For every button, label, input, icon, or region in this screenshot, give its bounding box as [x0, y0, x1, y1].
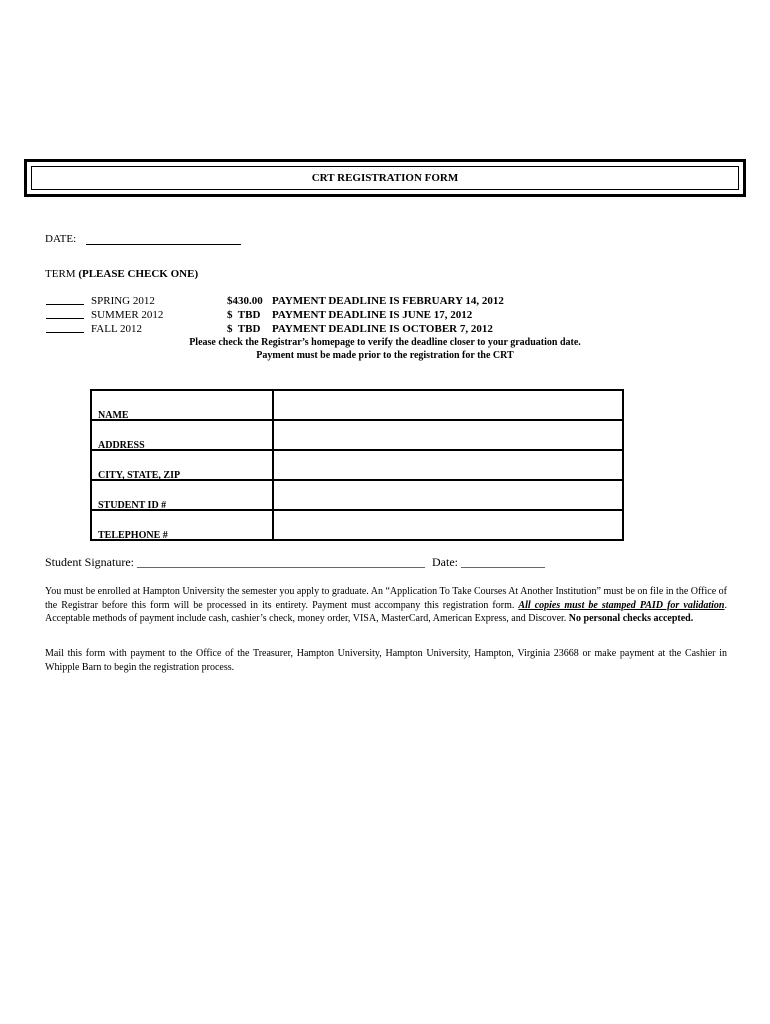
term-name-spring: SPRING 2012: [91, 295, 155, 307]
field-label-student-id: STUDENT ID #: [91, 480, 273, 510]
mailing-paragraph: Mail this form with payment to the Office of the Treasurer, Hampton University, Hampton University, Hampton, Virginia 23668 or make payment at the Cashier in Whipple Barn to begin the registration process.: [45, 648, 727, 673]
term-deadline-spring: PAYMENT DEADLINE IS FEBRUARY 14, 2012: [272, 295, 504, 307]
table-row: [91, 420, 623, 450]
student-id-field[interactable]: [273, 480, 623, 510]
field-label-name: NAME: [91, 390, 273, 420]
signature-line[interactable]: [45, 555, 545, 570]
payment-methods-text: . Acceptable methods of payment include cash, cashier’s check, money order, VISA, MasterCard, American Express, and Discover.: [45, 599, 727, 624]
table-row: [91, 450, 623, 480]
student-info-table: [90, 389, 624, 541]
term-label: TERM: [45, 268, 76, 280]
signature-date-label: Date: ______________: [432, 555, 545, 569]
term-fee-fall: $ TBD: [227, 323, 261, 335]
table-row: [91, 480, 623, 510]
term-fee-spring: $430.00: [227, 295, 263, 307]
deadline-note: Please check the Registrar’s homepage to verify the deadline closer to your graduation date.: [189, 337, 581, 348]
term-check-fall[interactable]: [46, 332, 84, 333]
term-name-summer: SUMMER 2012: [91, 309, 164, 321]
date-label: DATE:: [45, 233, 77, 245]
form-title: CRT REGISTRATION FORM: [311, 172, 459, 184]
term-fee-summer: $ TBD: [227, 309, 261, 321]
table-row: [91, 390, 623, 420]
field-label-city-state-zip: CITY, STATE, ZIP: [91, 450, 273, 480]
enrollment-paragraph: [45, 585, 727, 626]
address-field[interactable]: [273, 420, 623, 450]
term-check-spring[interactable]: [46, 304, 84, 305]
term-deadline-summer: PAYMENT DEADLINE IS JUNE 17, 2012: [272, 309, 473, 321]
signature-label: Student Signature: ________________________________________________: [45, 555, 425, 569]
term-heading: [45, 268, 198, 280]
no-checks-text: No personal checks accepted.: [568, 613, 694, 624]
date-field[interactable]: [86, 244, 241, 245]
field-label-telephone: TELEPHONE #: [91, 510, 273, 540]
term-name-fall: FALL 2012: [91, 323, 143, 335]
field-label-address: ADDRESS: [91, 420, 273, 450]
name-field[interactable]: [273, 390, 623, 420]
stamp-requirement: All copies must be stamped PAID for validation: [518, 599, 725, 611]
term-deadline-fall: PAYMENT DEADLINE IS OCTOBER 7, 2012: [272, 323, 493, 335]
title-box: [24, 159, 746, 197]
term-check-summer[interactable]: [46, 318, 84, 319]
table-row: [91, 510, 623, 540]
enrollment-text: You must be enrolled at Hampton University the semester you apply to graduate. An “Application To Take Courses At Another Institution” must be on file in the Office of the Registrar before this form will be processed in its entirety. Payment must accompany this registration form.: [45, 586, 727, 611]
telephone-field[interactable]: [273, 510, 623, 540]
payment-note: Payment must be made prior to the registration for the CRT: [256, 350, 514, 361]
city-state-zip-field[interactable]: [273, 450, 623, 480]
term-instruction: (PLEASE CHECK ONE): [78, 268, 199, 280]
